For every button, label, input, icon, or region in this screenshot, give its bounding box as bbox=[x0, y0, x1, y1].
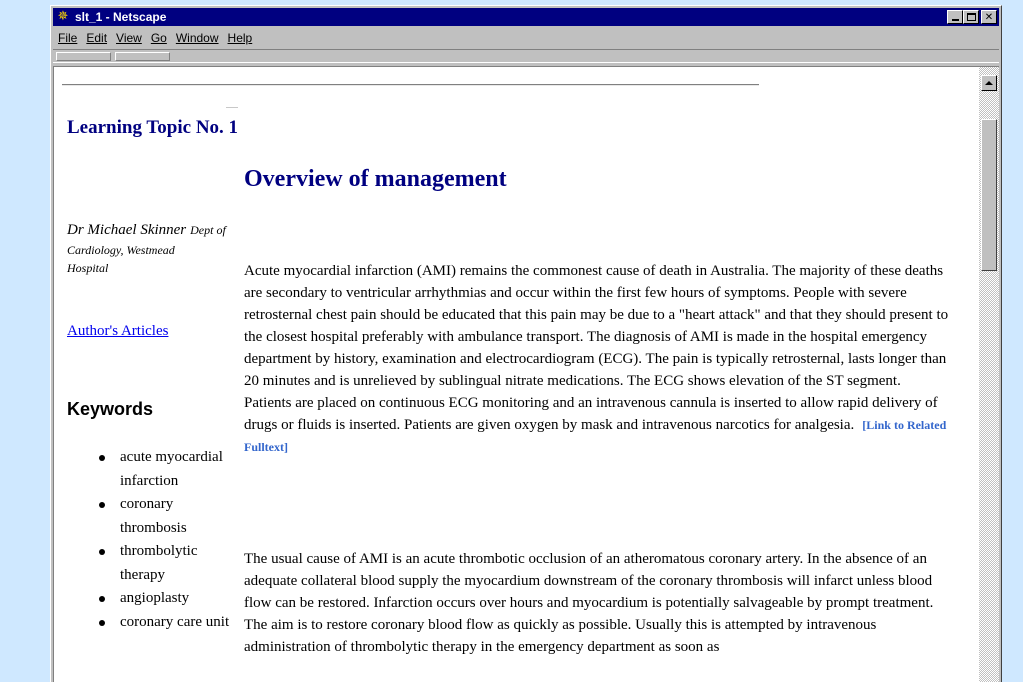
keyword-item: thrombolytic therapy bbox=[93, 540, 233, 587]
close-button[interactable] bbox=[981, 10, 997, 24]
scroll-up-button[interactable] bbox=[981, 75, 997, 91]
keyword-item: coronary thrombosis bbox=[93, 493, 233, 540]
menu-go[interactable] bbox=[148, 31, 173, 45]
netscape-icon: ✵ bbox=[57, 9, 69, 24]
article-paragraph-1 bbox=[244, 260, 950, 458]
keywords-list bbox=[93, 446, 233, 634]
author-hospital: Hospital bbox=[67, 261, 109, 275]
close-icon: ✕ bbox=[984, 11, 994, 23]
menu-view-label: View bbox=[116, 31, 142, 45]
keywords-heading: Keywords bbox=[67, 399, 154, 419]
menu-view[interactable] bbox=[113, 31, 148, 45]
menu-go-label: Go bbox=[150, 31, 167, 45]
author-info bbox=[67, 220, 229, 277]
content-frame bbox=[53, 66, 999, 682]
toolbar-strip bbox=[53, 49, 999, 63]
toolbar-grip-navigation[interactable] bbox=[56, 52, 111, 61]
web-page bbox=[54, 67, 979, 682]
menu-bar bbox=[55, 29, 258, 47]
minimize-icon bbox=[952, 19, 959, 21]
menu-help-label: Help bbox=[227, 31, 253, 45]
article-paragraph-2: The usual cause of AMI is an acute thrombotic occlusion of an atheromatous coronary artery. In the absence of an adequate collateral blood supply the myocardium downstream of the coronary thrombosis will infarct unless blood flow can be restored. Infarction occurs over hours and myocardium is potentially salvageable by prompt treatment. The aim is to restore coronary blood flow as quickly as possible. Usually this is attempted by intravenous administration of thrombolytic therapy in the emergency department as soon as bbox=[244, 551, 934, 655]
menu-window-label: Window bbox=[175, 31, 219, 45]
window-controls bbox=[947, 10, 997, 24]
divider bbox=[226, 107, 238, 108]
minimize-button[interactable] bbox=[947, 10, 963, 24]
vertical-scrollbar[interactable] bbox=[979, 67, 999, 682]
menu-edit-label: Edit bbox=[86, 31, 108, 45]
maximize-button[interactable] bbox=[963, 10, 979, 24]
related-fulltext-link[interactable]: [Link to Related Fulltext] bbox=[244, 418, 947, 454]
keyword-item: coronary care unit bbox=[93, 611, 233, 635]
menu-file-label: File bbox=[58, 31, 78, 45]
menu-file[interactable] bbox=[55, 31, 83, 45]
menu-window[interactable] bbox=[173, 31, 225, 45]
horizontal-rule bbox=[62, 84, 759, 86]
window-title: slt_1 - Netscape bbox=[75, 10, 167, 24]
menu-help[interactable] bbox=[225, 31, 259, 45]
maximize-icon bbox=[967, 13, 976, 21]
browser-window bbox=[50, 5, 1002, 682]
author-department: Dept of Cardiology, Westmead bbox=[67, 223, 226, 257]
author-name: Dr Michael Skinner bbox=[67, 222, 187, 238]
title-bar[interactable] bbox=[53, 8, 999, 26]
article-title: Overview of management bbox=[244, 166, 507, 192]
up-arrow-icon bbox=[985, 81, 993, 85]
menu-edit[interactable] bbox=[83, 31, 113, 45]
keyword-item: angioplasty bbox=[93, 587, 233, 611]
toolbar-grip-location[interactable] bbox=[115, 52, 170, 61]
scroll-thumb[interactable] bbox=[981, 119, 997, 271]
authors-articles-link[interactable]: Author's Articles bbox=[67, 323, 169, 339]
keyword-item: acute myocardial infarction bbox=[93, 446, 233, 493]
paragraph-1-text: Acute myocardial infarction (AMI) remains the commonest cause of death in Australia. The majority of these deaths are secondary to ventricular arrhythmias and occur within the first few hours of symptoms. People with severe retrosternal chest pain should be educated that this pain may be due to a "heart attack" and that they should present to the closest hospital preferably with ambulance transport. The diagnosis of AMI is made in the hospital emergency department by history, examination and electrocardiogram (ECG). The pain is typically retrosternal, lasts longer than 20 minutes and is unrelieved by sublingual nitrate medications. The ECG shows elevation of the ST segment. Patients are placed on continuous ECG monitoring and an intravenous cannula is inserted to allow rapid delivery of drugs or fluids is inserted. Patients are given oxygen by mask and intravenous narcotics for analgesia. bbox=[244, 263, 949, 433]
topic-heading: Learning Topic No. 1 bbox=[67, 117, 239, 138]
